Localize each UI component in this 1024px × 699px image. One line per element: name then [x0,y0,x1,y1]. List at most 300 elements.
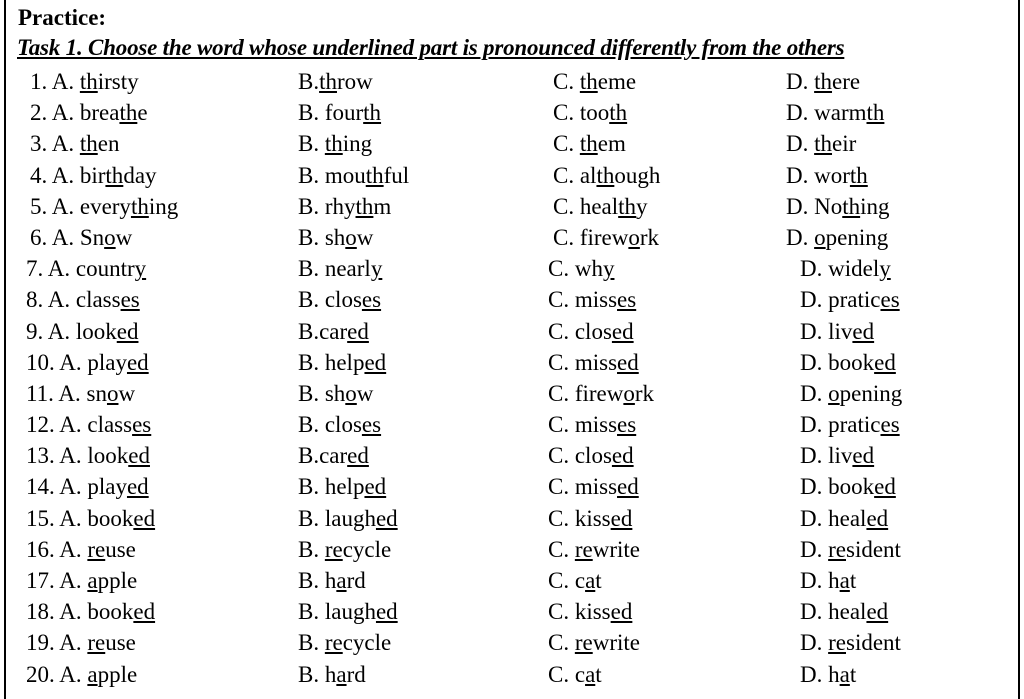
underlined-part: th [609,100,628,126]
underlined-part: th [579,131,598,157]
option-letter: D. [800,287,829,313]
option-a [26,565,137,596]
question-row [0,160,1024,191]
option-a [30,160,157,191]
word-suffix: t [595,661,602,687]
option-b [298,191,391,222]
word-prefix: play [87,349,127,375]
word-prefix: sh [324,224,346,250]
option-c [548,316,634,347]
word-suffix: em [597,131,626,157]
option-d [786,128,856,159]
option-letter: C. [548,661,575,687]
underlined-part: th [319,69,337,94]
word-suffix: cycle [342,536,392,562]
word-prefix: kiss [574,599,611,625]
word-suffix: eme [597,69,637,94]
option-a [26,440,150,471]
underlined-part: o [345,380,357,406]
underlined-part: th [814,131,833,157]
underlined-part: a [336,568,347,593]
option-letter: A. [59,412,88,438]
underlined-part: ed [610,505,633,531]
word-suffix: pple [97,568,138,593]
word-prefix: help [324,349,365,375]
underlined-part: ed [617,474,639,500]
underlined-part: a [839,568,850,593]
task-title: Task 1. Choose the word whose underlined part is pronounced differently from the others [17,35,845,60]
option-letter: A. [59,536,88,562]
underlined-part: th [579,69,598,94]
word-suffix: day [123,162,157,188]
underlined-part: th [363,100,382,126]
question-number: 1. [30,69,52,94]
underlined-part: ed [126,474,149,500]
word-prefix: look [87,443,129,469]
question-number: 5. [30,193,52,219]
word-prefix: clos [324,287,362,313]
option-a [30,66,139,97]
word-suffix: y [636,193,648,219]
underlined-part: ed [133,599,156,625]
word-prefix: car [319,443,348,469]
option-d [800,253,891,284]
underlined-part: ed [375,599,398,625]
question-row [0,97,1024,128]
option-letter: C. [548,256,575,282]
underlined-part: ed [364,349,387,375]
option-letter: B. [298,536,325,562]
underlined-part: th [814,69,833,94]
underlined-part: es [361,412,382,438]
word-suffix: en [97,131,120,157]
word-prefix: clos [324,412,362,438]
option-d [800,503,888,534]
underlined-part: es [120,287,140,313]
question-row [0,347,1024,378]
underlined-part: ed [866,505,889,531]
word-suffix: ere [832,69,861,94]
word-suffix: t [595,568,602,593]
word-suffix: ful [383,162,410,188]
question-row [0,66,1024,97]
option-c [553,66,636,97]
option-letter: C. [553,100,580,126]
underlined-part: a [336,661,347,687]
underlined-part: th [119,100,138,126]
word-prefix: sn [86,380,107,406]
underlined-part: y [879,256,891,282]
word-prefix: c [574,661,586,687]
underlined-part: th [866,100,885,126]
option-c [548,347,639,378]
word-prefix: countr [75,256,135,282]
word-prefix: heal [579,193,619,219]
option-letter: C. [548,287,575,313]
word-suffix: eir [832,131,857,157]
option-a [26,659,137,690]
option-c [548,659,602,690]
underlined-part: re [324,630,343,656]
underlined-part: ed [852,318,875,344]
underlined-part: es [880,412,900,438]
option-letter: A. [59,568,88,593]
option-letter: D. [800,412,829,438]
option-letter: D. [800,256,829,282]
word-suffix: write [592,536,640,562]
word-suffix: pening [839,380,903,406]
option-letter: B. [298,505,325,531]
option-letter: D. [800,443,829,469]
question-number: 2. [30,100,52,126]
option-letter: D. [800,661,829,687]
option-letter: C. [553,224,580,250]
option-c [548,409,636,440]
option-letter: C. [548,536,575,562]
question-row [0,659,1024,690]
option-letter: C. [553,162,580,188]
underlined-part: a [585,568,596,593]
word-prefix: clos [574,443,612,469]
option-c [553,128,626,159]
option-c [553,191,648,222]
word-suffix: ing [148,193,179,219]
question-row [0,191,1024,222]
option-letter: D. [800,536,829,562]
word-suffix: m [373,193,392,219]
word-prefix: class [87,412,133,438]
underlined-part: ed [375,505,398,531]
underlined-part: th [849,162,868,188]
option-d [786,191,890,222]
question-number: 14. [26,474,60,500]
underlined-part: th [105,162,124,188]
word-suffix: rk [634,380,655,406]
option-letter: B. [298,380,325,406]
option-letter: A. [47,256,76,282]
option-d [800,596,888,627]
option-letter: B. [298,599,325,625]
underlined-part: re [87,630,106,656]
option-a [26,284,140,315]
option-letter: D. [786,131,815,157]
option-c [548,596,632,627]
underlined-part: re [87,536,106,562]
option-letter: A. [58,380,87,406]
word-prefix: h [828,661,840,687]
question-row [0,565,1024,596]
option-letter: A. [59,474,88,500]
question-number: 9. [26,318,48,344]
underlined-part: re [324,536,343,562]
option-a [26,409,151,440]
option-letter: D. [786,162,815,188]
underlined-part: ed [610,599,633,625]
option-letter: B. [298,193,325,219]
word-prefix: h [828,568,840,593]
option-letter: C. [553,193,580,219]
word-prefix: kiss [574,505,611,531]
word-suffix: w [356,224,374,250]
word-prefix: look [75,318,117,344]
underlined-part: th [324,131,343,157]
word-suffix: w [356,380,374,406]
word-prefix: car [319,318,348,344]
option-letter: A. [51,69,80,94]
option-a [30,191,178,222]
option-letter: D. [786,100,815,126]
option-letter: D. [786,193,815,219]
option-letter: C. [548,318,575,344]
option-letter: D. [800,318,829,344]
option-letter: B. [298,474,325,500]
word-prefix: al [579,162,597,188]
option-b [298,253,382,284]
word-suffix: write [592,630,640,656]
question-number: 13. [26,443,60,469]
option-letter: A. [59,661,88,687]
word-prefix: heal [828,599,867,625]
option-d [800,471,896,502]
option-letter: C. [548,412,575,438]
underlined-part: es [617,287,637,313]
word-suffix: row [336,69,373,94]
underlined-part: ed [611,318,634,344]
word-prefix: miss [574,412,618,438]
underlined-part: th [355,193,374,219]
option-d [800,316,874,347]
word-prefix: wh [574,256,603,282]
word-suffix: pple [97,661,138,687]
option-a [26,378,135,409]
option-c [548,534,640,565]
option-d [786,97,884,128]
option-letter: C. [553,69,580,94]
option-letter: D. [800,599,829,625]
underlined-part: ed [347,443,369,469]
word-prefix: book [828,474,875,500]
option-a [26,534,136,565]
underlined-part: ed [617,349,639,375]
underlined-part: th [618,193,637,219]
option-b [298,534,391,565]
word-prefix: firew [579,224,629,250]
option-b [298,596,398,627]
option-letter: B. [298,162,325,188]
word-prefix: miss [574,349,618,375]
option-c [548,440,634,471]
option-b [298,284,381,315]
underlined-part: a [585,661,596,687]
word-prefix: rhy [324,193,356,219]
question-number: 18. [26,599,60,625]
question-row [0,378,1024,409]
option-letter: B. [298,256,325,282]
option-letter: B. [298,443,320,469]
word-prefix: h [324,568,337,593]
option-a [30,222,132,253]
word-prefix: mou [324,162,366,188]
word-prefix: play [87,474,127,500]
option-b [298,97,381,128]
word-suffix: sident [846,536,901,562]
word-suffix: cycle [342,630,392,656]
option-letter: D. [800,380,829,406]
word-suffix: ing [342,131,373,157]
option-letter: D. [786,224,815,250]
underlined-part: ed [116,318,139,344]
option-letter: D. [786,69,815,94]
underlined-part: a [87,568,98,593]
practice-heading: Practice: [18,5,107,30]
question-row [0,128,1024,159]
option-a [30,97,148,128]
word-suffix: rk [639,224,660,250]
option-letter: C. [548,599,575,625]
word-prefix: wor [814,162,850,188]
underlined-part: o [814,224,826,250]
option-d [786,66,860,97]
question-number: 17. [26,568,60,593]
option-c [548,378,654,409]
option-letter: D. [800,349,829,375]
underlined-part: es [132,412,152,438]
question-number: 4. [30,162,52,188]
option-letter: B. [298,661,325,687]
question-row [0,471,1024,502]
option-letter: B. [298,630,325,656]
underlined-part: ed [128,443,150,469]
option-d [800,565,856,596]
question-number: 12. [26,412,60,438]
underlined-part: o [628,224,640,250]
underlined-part: y [370,256,383,282]
word-prefix: warm [814,100,867,126]
word-prefix: pratic [828,287,881,313]
question-number: 7. [26,256,48,282]
question-row [0,503,1024,534]
option-b [298,440,369,471]
underlined-part: o [623,380,635,406]
option-c [548,253,614,284]
word-prefix: book [828,349,875,375]
underlined-part: ed [866,599,889,625]
option-letter: D. [800,474,829,500]
word-prefix: laugh [324,599,376,625]
question-number: 19. [26,630,60,656]
question-row [0,534,1024,565]
word-suffix: use [105,536,136,562]
underlined-part: re [574,536,593,562]
word-prefix: nearl [324,256,371,282]
word-suffix: irsty [97,69,139,94]
question-row [0,409,1024,440]
underlined-part: re [828,630,846,656]
option-b [298,160,409,191]
option-d [800,409,900,440]
option-b [298,66,373,97]
word-prefix: brea [79,100,120,126]
option-letter: C. [548,474,575,500]
question-list [0,66,1024,690]
word-prefix: liv [828,318,853,344]
option-letter: B. [298,69,320,94]
word-suffix: w [118,380,136,406]
question-number: 3. [30,131,52,157]
word-prefix: every [79,193,131,219]
option-letter: B. [298,318,320,344]
option-b [298,503,398,534]
option-d [800,659,856,690]
word-prefix: Sn [79,224,105,250]
underlined-part: o [106,380,119,406]
question-row [0,253,1024,284]
underlined-part: es [880,287,900,313]
option-b [298,316,369,347]
word-prefix: miss [574,474,618,500]
option-c [548,503,632,534]
word-suffix: t [849,661,857,687]
option-b [298,378,373,409]
question-number: 16. [26,536,60,562]
question-number: 15. [26,505,60,531]
option-letter: C. [553,131,580,157]
option-c [553,97,627,128]
underlined-part: ed [852,443,875,469]
option-letter: B. [298,349,325,375]
option-d [800,347,896,378]
word-prefix: miss [574,287,618,313]
underlined-part: a [87,661,98,687]
underlined-part: ed [874,349,896,375]
underlined-part: y [602,256,615,282]
option-a [30,128,119,159]
underlined-part: th [130,193,149,219]
underlined-part: es [361,287,382,313]
word-suffix: ing [860,193,890,219]
underlined-part: ed [611,443,634,469]
option-letter: A. [47,318,76,344]
word-prefix: c [574,568,586,593]
option-c [548,627,640,658]
underlined-part: es [617,412,637,438]
option-letter: A. [51,162,80,188]
option-b [298,471,386,502]
option-letter: A. [47,287,76,313]
option-letter: A. [59,349,88,375]
option-letter: C. [548,630,575,656]
word-prefix: h [324,661,337,687]
option-letter: B. [298,100,325,126]
underlined-part: ed [133,505,156,531]
option-a [26,253,146,284]
option-letter: C. [548,443,575,469]
word-prefix: sh [324,380,346,406]
underlined-part: re [828,536,846,562]
option-d [800,534,901,565]
underlined-part: ed [874,474,896,500]
word-suffix: use [105,630,136,656]
word-suffix: sident [846,630,901,656]
option-letter: C. [548,380,575,406]
underlined-part: th [365,162,384,188]
option-a [26,316,138,347]
underlined-part: th [842,193,861,219]
word-prefix: class [75,287,121,313]
option-letter: C. [548,568,575,593]
word-suffix: rd [346,661,366,687]
option-d [800,627,901,658]
